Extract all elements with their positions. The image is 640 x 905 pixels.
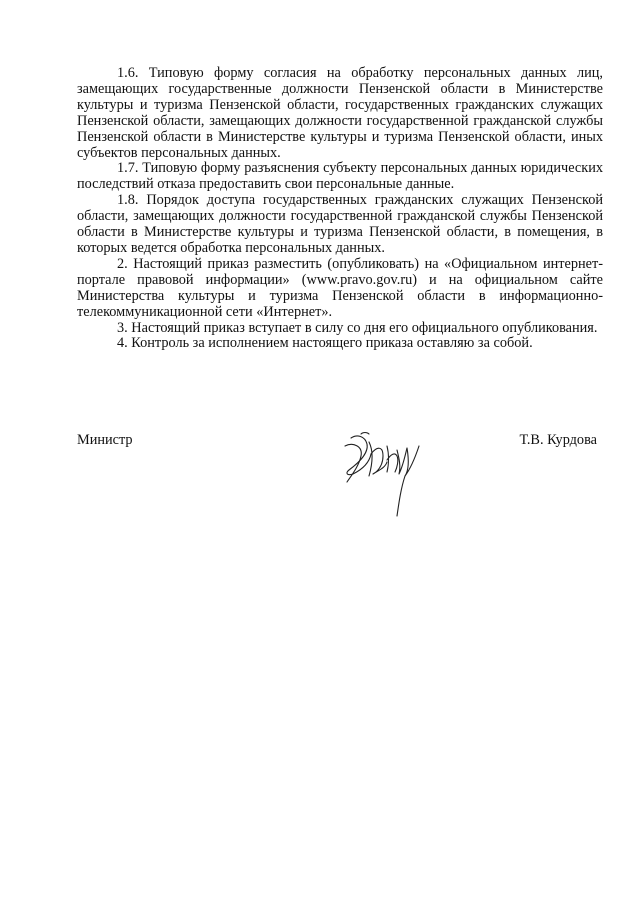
signatory-name: Т.В. Курдова	[519, 432, 597, 448]
paragraph-4: 4. Контроль за исполнением настоящего приказа оставляю за собой.	[117, 335, 533, 352]
paragraph-1-8: 1.8. Порядок доступа государственных гражданских служащих Пензенской области, замещающих должности государственной гражданской службы Пензенской области в Министерстве культуры и туризма Пензенской области, в помещения, в которых ведется обработка персональных данных.	[77, 192, 603, 256]
paragraph-3: 3. Настоящий приказ вступает в силу со дня его официального опубликования.	[117, 319, 598, 336]
signature-block	[77, 424, 603, 524]
paragraph-1-7: 1.7. Типовую форму разъяснения субъекту персональных данных юридических последствий отказа предоставить свои персональные данные.	[77, 160, 603, 193]
paragraph-2: 2. Настоящий приказ разместить (опубликовать) на «Официальном интернет-портале правовой информации» (www.pravo.gov.ru) и на официальном сайте Министерства культуры и туризма Пензенской области в информационно-телекоммуникационной сети «Интернет».	[77, 255, 603, 320]
signatory-position: Министр	[77, 432, 133, 448]
paragraph-1-6: 1.6. Типовую форму согласия на обработку персональных данных лиц, замещающих государственные должности Пензенской области в Министерстве культуры и туризма Пензенской области, государственных гражданских служащих Пензенской области, замещающих должности государственной гражданской службы Пензенской области в Министерстве культуры и туризма Пензенской области, иных субъектов персональных данных.	[77, 65, 603, 161]
document-body	[77, 66, 603, 352]
handwritten-signature	[339, 424, 429, 520]
